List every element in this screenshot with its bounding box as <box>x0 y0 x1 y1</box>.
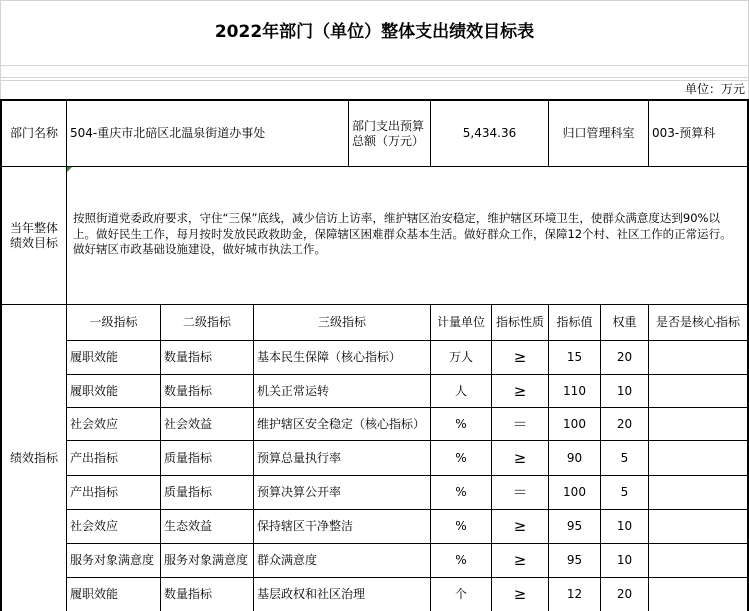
cell-value: 90 <box>566 450 583 465</box>
cell-core <box>649 375 747 407</box>
cell-weight: 5 <box>620 485 629 499</box>
cell-level2: 数量指标 <box>164 383 213 398</box>
cell-level3: 群众满意度 <box>257 553 318 567</box>
cell-level2: 质量指标 <box>164 485 213 499</box>
perf-label: 绩效指标 <box>9 450 58 465</box>
cell-unit: 人 <box>454 383 467 398</box>
mgmt-label: 归口管理科室 <box>562 126 635 140</box>
cell-value: 110 <box>563 383 586 398</box>
goal-text: 按照街道党委政府要求，守住“三保”底线，减少信访上访率，维护辖区治安稳定，维护辖区环境卫生，使群众满意度达到90%以上。做好民生工作，每月按时发放民政救助金，保障辖区困难群众基本生活。做好群众工作，保障12个村、社区工作的正常运行。做好辖区市政基础设施建设，做好城市执法工作。 <box>73 211 732 257</box>
header-weight: 权重 <box>612 315 637 329</box>
cell-level2: 数量指标 <box>164 587 213 601</box>
cell-unit: % <box>455 553 467 567</box>
header-core: 是否是核心指标 <box>655 315 740 329</box>
cell-level3: 基层政权和社区治理 <box>257 587 366 601</box>
cell-weight: 20 <box>616 587 633 601</box>
dept-name-value: 504-重庆市北碚区北温泉街道办事处 <box>70 126 266 140</box>
cell-weight: 5 <box>620 450 629 465</box>
cell-weight: 20 <box>616 416 633 431</box>
cell-value: 15 <box>566 350 583 364</box>
cell-unit: % <box>455 519 467 533</box>
cell-level2: 社会效益 <box>164 416 213 431</box>
cell-level1: 社会效应 <box>70 416 119 431</box>
header-value: 指标值 <box>556 315 593 329</box>
cell-value: 100 <box>563 416 586 431</box>
cell-core <box>649 341 747 374</box>
cell-unit: % <box>455 485 467 499</box>
cell-weight: 20 <box>616 350 633 364</box>
cell-nature: ≥ <box>513 448 527 467</box>
cell-weight: 10 <box>616 383 633 398</box>
cell-level2: 数量指标 <box>164 350 213 364</box>
header-level2: 二级指标 <box>182 315 231 329</box>
cell-level1: 履职效能 <box>70 587 119 601</box>
unit-label: 单位：万元 <box>684 82 745 96</box>
cell-level3: 基本民生保障（核心指标） <box>257 350 402 364</box>
cell-level1: 社会效应 <box>70 519 119 533</box>
cell-value: 100 <box>563 485 586 499</box>
cell-nature: ＝ <box>512 483 528 502</box>
cell-level3: 预算总量执行率 <box>257 450 342 465</box>
header-level3: 三级指标 <box>317 315 366 329</box>
cell-nature: ≥ <box>513 517 527 536</box>
budget-label: 部门支出预算总额（万元） <box>352 118 425 148</box>
budget-value: 5,434.36 <box>462 126 517 140</box>
cell-level3: 保持辖区干净整洁 <box>257 519 354 533</box>
cell-level3: 机关正常运转 <box>257 383 330 398</box>
cell-unit: % <box>455 416 467 431</box>
cell-level3: 维护辖区安全稳定（核心指标） <box>257 416 426 431</box>
cell-level1: 履职效能 <box>70 383 119 398</box>
cell-level1: 产出指标 <box>70 485 119 499</box>
cell-core <box>649 544 747 577</box>
cell-level1: 产出指标 <box>70 450 119 465</box>
cell-value: 95 <box>566 519 583 533</box>
mgmt-value: 003-预算科 <box>652 126 716 140</box>
cell-level2: 服务对象满意度 <box>164 553 249 567</box>
cell-level1: 履职效能 <box>70 350 119 364</box>
page-title: 2022年部门（单位）整体支出绩效目标表 <box>214 22 535 43</box>
cell-nature: ＝ <box>512 414 528 433</box>
cell-core <box>649 476 747 509</box>
header-unit: 计量单位 <box>436 315 485 329</box>
cell-nature: ≥ <box>513 381 527 400</box>
cell-level3: 预算决算公开率 <box>257 485 342 499</box>
cell-nature: ≥ <box>513 551 527 570</box>
goal-label: 当年整体绩效目标 <box>9 220 58 250</box>
cell-value: 12 <box>566 587 583 601</box>
cell-level2: 生态效益 <box>164 519 213 533</box>
cell-core <box>649 441 747 475</box>
cell-core <box>649 510 747 543</box>
cell-value: 95 <box>566 553 583 567</box>
comment-marker-icon <box>67 167 72 172</box>
cell-weight: 10 <box>616 553 633 567</box>
cell-level2: 质量指标 <box>164 450 213 465</box>
cell-level1: 服务对象满意度 <box>70 553 155 567</box>
cell-nature: ≥ <box>513 348 527 367</box>
header-nature: 指标性质 <box>495 315 544 329</box>
cell-weight: 10 <box>616 519 633 533</box>
cell-nature: ≥ <box>513 585 527 604</box>
cell-unit: 万人 <box>448 350 473 364</box>
dept-name-label: 部门名称 <box>9 126 58 140</box>
cell-core <box>649 408 747 440</box>
cell-unit: % <box>455 450 467 465</box>
cell-unit: 个 <box>454 587 467 601</box>
header-level1: 一级指标 <box>89 315 138 329</box>
cell-core <box>649 578 747 611</box>
